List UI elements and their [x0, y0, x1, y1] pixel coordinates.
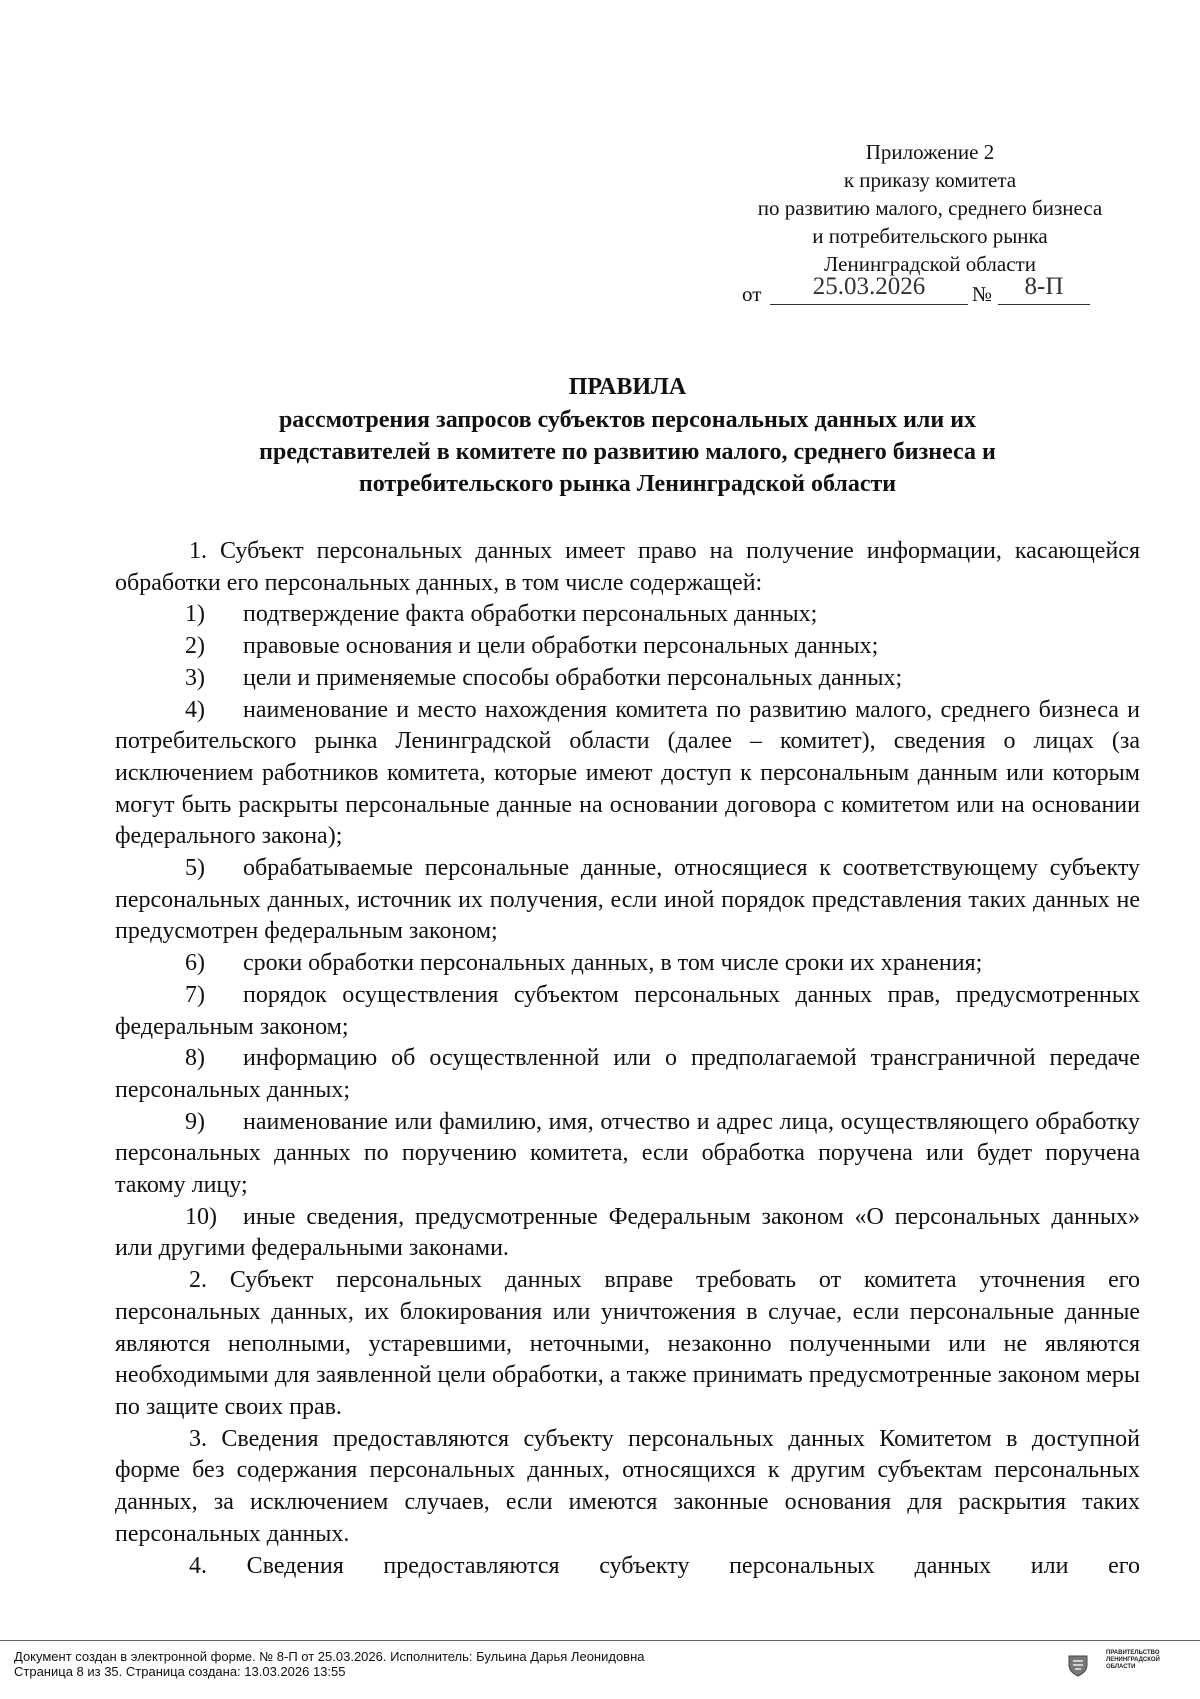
list-item — [115, 853, 1140, 948]
list-item-number: 2) — [185, 633, 205, 660]
list-item-text: информацию об осуществленной или о предполагаемой трансграничной передаче персональных данных; — [115, 1045, 1140, 1103]
list-item — [115, 631, 1140, 663]
paragraph-2: 2. Субъект персональных данных вправе требовать от комитета уточнения его персональных данных, их блокирования или уничтожения в случае, если персональные данные являются неполными, устаревшими, неточными, незаконно полученными или не являются необходимыми для заявленной цели обработки, а также принимать предусмотренные законом меры по защите своих прав. — [115, 1267, 1140, 1420]
gov-line: ОБЛАСТИ — [1106, 1664, 1136, 1670]
list-item-text: иные сведения, предусмотренные Федеральным законом «О персональных данных» или другими федеральными законами. — [115, 1203, 1140, 1262]
paragraph-1: 1. Субъект персональных данных имеет право на получение информации, касающейся обработки его персональных данных, в том числе содержащей: — [115, 538, 1140, 596]
list-item — [115, 1202, 1140, 1265]
appendix-line: и потребительского рынка — [812, 224, 1048, 248]
footer-text — [14, 1649, 645, 1679]
list-item — [115, 695, 1140, 854]
paragraph-4: 4. Сведения предоставляются субъекту персональных данных или его — [189, 1552, 1140, 1579]
list-item-number: 8) — [185, 1045, 205, 1072]
title-subtitle-line: представителей в комитете по развитию малого, среднего бизнеса и — [259, 439, 996, 465]
list-item-text: порядок осуществления субъектом персональных данных прав, предусмотренных федеральным законом; — [115, 981, 1140, 1040]
date-label: от — [742, 282, 762, 306]
number-label: № — [972, 282, 993, 306]
list-item-number: 3) — [185, 664, 205, 691]
list-item-number: 6) — [185, 950, 205, 977]
list-item — [115, 663, 1140, 695]
title-subtitle-line: потребительского рынка Ленинградской области — [358, 471, 897, 497]
document-title — [115, 370, 1140, 500]
paragraph-3: 3. Сведения предоставляются субъекту персональных данных Комитетом в доступной форме без содержания персональных данных, относящихся к другим субъектам персональных данных, за исключением случаев, если имеются законные основания для раскрытия таких персональных данных. — [115, 1425, 1140, 1547]
coat-of-arms-icon — [1066, 1653, 1090, 1677]
gov-line: ЛЕНИНГРАДСКОЙ — [1106, 1657, 1160, 1663]
list-item — [115, 948, 1140, 980]
title-subtitle-line: рассмотрения запросов субъектов персональных данных или их — [278, 407, 977, 433]
list-item — [115, 1043, 1140, 1106]
list-item — [115, 599, 1140, 631]
list-item-text: правовые основания и цели обработки персональных данных; — [243, 633, 879, 660]
footer-line: Документ создан в электронной форме. № 8-П от 25.03.2026. Исполнитель: Бульина Дарья Леонидовна — [14, 1649, 645, 1664]
list-item-text: сроки обработки персональных данных, в том числе сроки их хранения; — [243, 950, 983, 977]
list-item-number: 5) — [185, 855, 205, 882]
list-item-text: наименование или фамилию, имя, отчество и адрес лица, осуществляющего обработку персональных данных по поручению комитета, если обработка поручена или будет поручена такому лицу; — [115, 1108, 1140, 1199]
list-item-text: обрабатываемые персональные данные, относящиеся к соответствующему субъекту персональных данных, источник их получения, если иной порядок представления таких данных не предусмотрен федеральным законом; — [115, 855, 1140, 945]
list-item-number: 7) — [185, 981, 205, 1008]
order-number-field: 8-П — [998, 276, 1090, 305]
footer-line: Страница 8 из 35. Страница создана: 13.03.2026 13:55 — [14, 1664, 346, 1679]
list-item — [115, 1107, 1140, 1202]
appendix-line: по развитию малого, среднего бизнеса — [757, 196, 1103, 220]
list-item-number: 1) — [185, 601, 205, 628]
document-body — [115, 536, 1140, 1582]
appendix-header — [730, 138, 1130, 278]
document-footer — [0, 1640, 1200, 1699]
list-item-number: 10) — [185, 1203, 217, 1230]
list-item — [115, 980, 1140, 1043]
list-item-text: подтверждение факта обработки персональных данных; — [243, 601, 818, 628]
list-item-number: 4) — [185, 696, 205, 723]
title-heading: ПРАВИЛА — [568, 374, 687, 400]
appendix-line: Приложение 2 — [865, 140, 995, 164]
government-logo-text — [1106, 1650, 1160, 1671]
gov-line: ПРАВИТЕЛЬСТВО — [1106, 1650, 1160, 1656]
appendix-line: Ленинградской области — [824, 252, 1036, 276]
list-item-number: 9) — [185, 1108, 205, 1135]
list-item-text: наименование и место нахождения комитета по развитию малого, среднего бизнеса и потребительского рынка Ленинградской области (далее – комитет), сведения о лицах (за исключением работников комитета, которые имеют доступ к персональным данным или которым могут быть раскрыты персональные данные на основании договора с комитетом или на основании федерального закона); — [115, 696, 1140, 850]
order-date-field: 25.03.2026 — [770, 276, 968, 305]
list-item-text: цели и применяемые способы обработки персональных данных; — [243, 664, 903, 691]
appendix-line: к приказу комитета — [843, 168, 1017, 192]
